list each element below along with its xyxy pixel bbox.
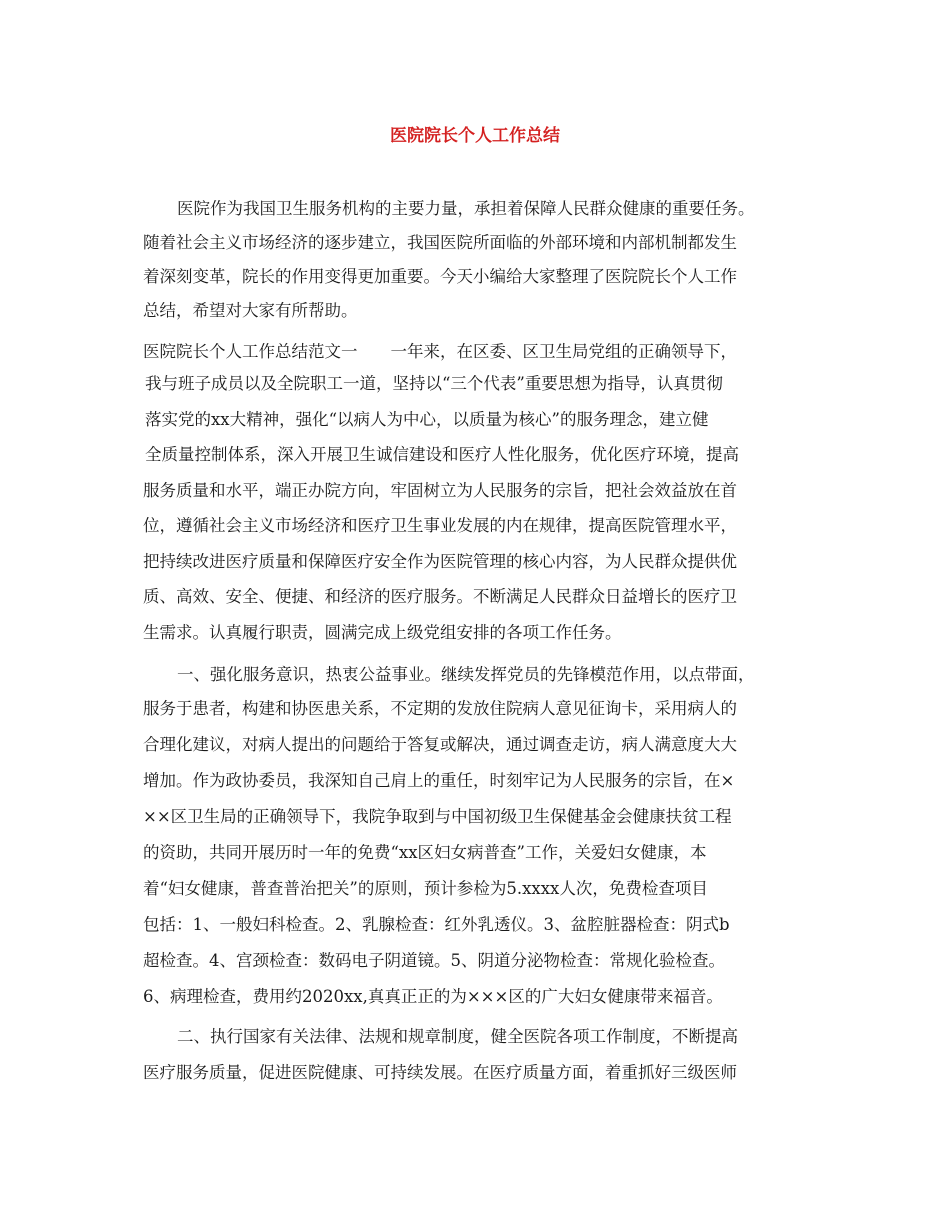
body-line: 医院作为我国卫生服务机构的主要力量，承担着保障人民群众健康的重要任务。 [177,199,755,218]
body-line: 医疗服务质量，促进医院健康、可持续发展。在医疗质量方面，着重抓好三级医师 [143,1063,737,1082]
body-line: ××区卫生局的正确领导下，我院争取到与中国初级卫生保健基金会健康扶贫工程 [143,807,732,826]
body-line: 全质量控制体系，深入开展卫生诚信建设和医疗人性化服务，优化医疗环境，提高 [145,445,739,464]
body-line: 超检查。4、宫颈检查：数码电子阴道镜。5、阴道分泌物检查：常规化验检查。 [143,951,725,970]
body-line: 医院院长个人工作总结范文一 一年来，在区委、区卫生局党组的正确领导下， [143,342,737,361]
body-line: 总结，希望对大家有所帮助。 [143,301,358,320]
body-line: 的资助，共同开展历时一年的免费“xx区妇女病普查”工作，关爱妇女健康，本 [143,843,707,862]
body-line: 6、病理检查，费用约2020xx,真真正正的为×××区的广大妇女健康带来福音。 [143,987,723,1006]
body-line: 位，遵循社会主义市场经济和医疗卫生事业发展的内在规律，提高医院管理水平， [143,516,737,535]
body-line: 二、执行国家有关法律、法规和规章制度，健全医院各项工作制度，不断提高 [177,1027,738,1046]
body-line: 把持续改进医疗质量和保障医疗安全作为医院管理的核心内容，为人民群众提供优 [143,552,737,571]
body-line: 我与班子成员以及全院职工一道，坚持以“三个代表”重要思想为指导，认真贯彻 [145,374,723,393]
body-line: 服务质量和水平，端正办院方向，牢固树立为人民服务的宗旨，把社会效益放在首 [143,481,737,500]
body-line: 着“妇女健康，普查普治把关”的原则，预计参检为5.xxxx人次，免费检查项目 [143,879,708,898]
body-line: 增加。作为政协委员，我深知自己肩上的重任，时刻牢记为人民服务的宗旨，在× [143,771,735,790]
body-line: 服务于患者，构建和协医患关系，不定期的发放住院病人意见征询卡，采用病人的 [143,699,737,718]
body-line: 着深刻变革，院长的作用变得更加重要。今天小编给大家整理了医院院长个人工作 [143,267,737,286]
body-line: 合理化建议，对病人提出的问题给于答复或解决，通过调查走访，病人满意度大大 [143,735,737,754]
body-line: 包括：1、一般妇科检查。2、乳腺检查：红外乳透仪。3、盆腔脏器检查：阴式b [143,915,730,934]
body-line: 落实党的xx大精神，强化“以病人为中心，以质量为核心”的服务理念，建立健 [145,410,709,429]
body-line: 生需求。认真履行职责，圆满完成上级党组安排的各项工作任务。 [143,623,622,642]
document-title: 医院院长个人工作总结 [390,126,560,146]
body-line: 随着社会主义市场经济的逐步建立，我国医院所面临的外部环境和内部机制都发生 [143,233,737,252]
body-line: 一、强化服务意识，热衷公益事业。继续发挥党员的先锋模范作用，以点带面， [177,665,755,684]
body-line: 质、高效、安全、便捷、和经济的医疗服务。不断满足人民群众日益增长的医疗卫 [143,587,737,606]
